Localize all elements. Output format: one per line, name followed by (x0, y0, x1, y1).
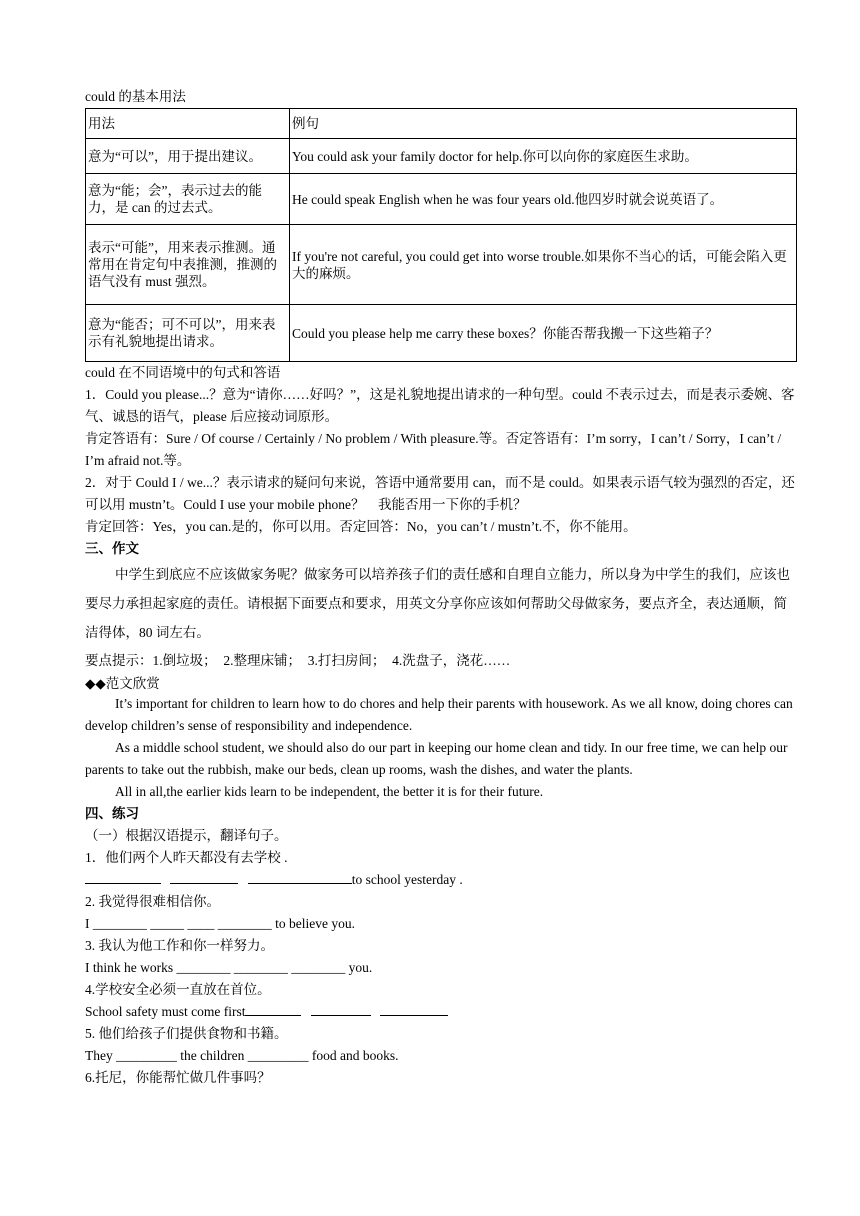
table-cell-example: Could you please help me carry these boxes？你能否帮我搬一下这些箱子？ (290, 305, 797, 362)
exercise-question: 6.托尼，你能帮忙做几件事吗？ (85, 1070, 271, 1085)
answer-head: School safety must come first (85, 1004, 246, 1019)
exercise-question: 3. 我认为他工作和你一样努力。 (85, 938, 274, 953)
answer-blank[interactable] (311, 1001, 371, 1016)
table-header-usage: 用法 (86, 109, 290, 139)
table-row (86, 225, 797, 305)
contexts-point-2: 2．对于 Could I / we...？表示请求的疑问句来说，答语中通常要用 can，而不是 could。如果表示语气较为强烈的否定，还可以用 mustn’t。Could I use your mobile phone？ 我能否用一下你的手机？ (85, 475, 795, 512)
table-row (86, 174, 797, 225)
exercise-question: 2. 我觉得很难相信你。 (85, 894, 220, 909)
table-row (86, 139, 797, 174)
table-cell-example: If you're not careful, you could get into worse trouble.如果你不当心的话，可能会陷入更大的麻烦。 (290, 225, 797, 305)
essay-heading: 三、作文 (85, 541, 139, 556)
table-cell-example: He could speak English when he was four years old.他四岁时就会说英语了。 (290, 174, 797, 225)
could-usage-table (85, 108, 797, 362)
answer-blank[interactable] (248, 869, 352, 884)
table-row (86, 305, 797, 362)
exercise-instruction: （一）根据汉语提示，翻译句子。 (85, 828, 288, 843)
contexts-answers-1: 肯定答语有：Sure / Of course / Certainly / No problem / With pleasure.等。否定答语有：I’m sorry，I can’t / Sorry，I can’t / I’m afraid not.等。 (85, 431, 782, 468)
table-cell-usage: 意为“可以”，用于提出建议。 (86, 139, 290, 174)
contexts-answers-2: 肯定回答：Yes，you can.是的，你可以用。否定回答：No，you can’t / mustn’t.不，你不能用。 (85, 519, 637, 534)
essay-prompt: 中学生到底应不应该做家务呢？做家务可以培养孩子们的责任感和自理自立能力，所以身为中学生的我们，应该也要尽力承担起家庭的责任。请根据下面要点和要求，用英文分享你应该如何帮助父母做家务，要点齐全，表达通顺，简洁得体，80 词左右。 (85, 567, 790, 640)
contexts-point-1: 1．Could you please...？意为“请你……好吗？”，这是礼貌地提出请求的一种句型。could 不表示过去，而是表示委婉、客气、诚恳的语气，please 后应接动词原形。 (85, 387, 795, 424)
table-header-row (86, 109, 797, 139)
answer-blank[interactable] (245, 1001, 301, 1016)
exercise-question: 4.学校安全必须一直放在首位。 (85, 982, 271, 997)
sample-essay-paragraph: It’s important for children to learn how to do chores and help their parents with housework. As we all know, doing chores can develop children’s sense of responsibility and independence. (85, 696, 793, 733)
exercise-answer-line: I think he works ________ ________ ________ you. (85, 960, 373, 975)
essay-hints: 要点提示：1.倒垃圾； 2.整理床铺； 3.打扫房间； 4.洗盘子，浇花…… (85, 653, 511, 668)
exercise-answer-line (85, 869, 797, 891)
table-cell-usage: 意为“能否；可不可以”，用来表示有礼貌地提出请求。 (86, 305, 290, 362)
answer-blank[interactable] (170, 869, 238, 884)
table-cell-usage: 意为“能；会”，表示过去的能力，是 can 的过去式。 (86, 174, 290, 225)
contexts-title: could 在不同语境中的句式和答语 (85, 365, 281, 380)
sample-essay-paragraph: All in all,the earlier kids learn to be independent, the better it is for their future. (115, 784, 544, 799)
answer-blank[interactable] (380, 1001, 448, 1016)
sample-essay-paragraph: As a middle school student, we should also do our part in keeping our home clean and tidy. In our free time, we can help our parents to take out the rubbish, make our beds, clean up rooms, wash the dishes, and water the plants. (85, 740, 788, 777)
table-cell-example: You could ask your family doctor for help.你可以向你的家庭医生求助。 (290, 139, 797, 174)
table-cell-usage: 表示“可能”，用来表示推测。通常用在肯定句中表推测，推测的语气没有 must 强烈。 (86, 225, 290, 305)
table-header-example: 例句 (290, 109, 797, 139)
answer-tail: to school yesterday . (351, 872, 463, 887)
sample-essay-title: ◆◆范文欣赏 (85, 676, 160, 691)
exercise-answer-line: I ________ _____ ____ ________ to believe you. (85, 916, 355, 931)
could-usage-title: could 的基本用法 (85, 89, 186, 104)
exercise-answer-line: They _________ the children _________ food and books. (85, 1048, 399, 1063)
exercise-answer-line (85, 1001, 797, 1023)
exercise-question: 5. 他们给孩子们提供食物和书籍。 (85, 1026, 288, 1041)
exercise-heading: 四、练习 (85, 806, 139, 821)
document-page (85, 86, 797, 1089)
answer-blank[interactable] (85, 869, 161, 884)
exercise-question: 1．他们两个人昨天都没有去学校 . (85, 850, 288, 865)
